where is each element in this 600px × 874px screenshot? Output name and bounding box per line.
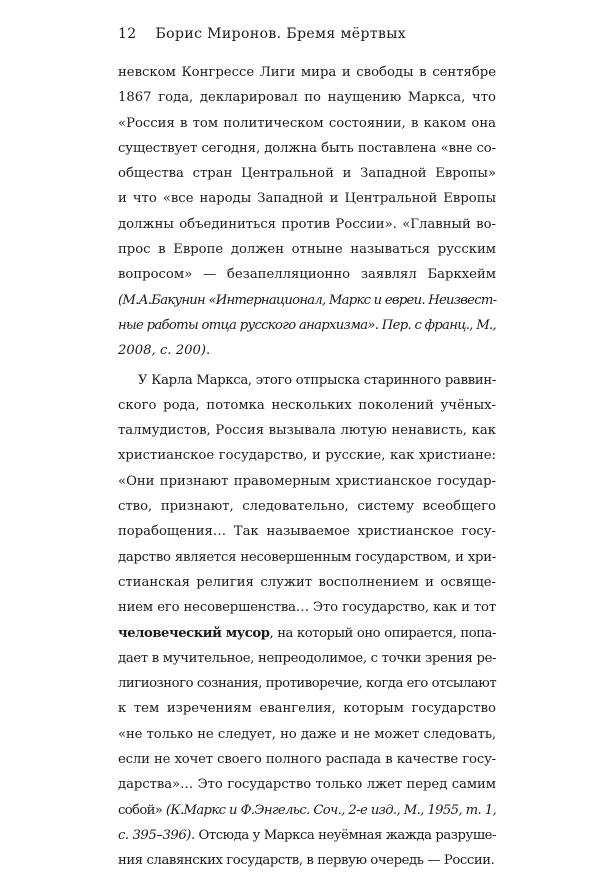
text-line (118, 696, 496, 721)
text-run: прос в Европе должен отныне называться русским (118, 242, 496, 258)
text-run: христианское государство, и русские, как христиане: (118, 448, 496, 464)
text-run: лигиозного сознания, противоречие, когда его отсылают (118, 676, 497, 692)
text-line (118, 368, 496, 393)
text-run: собой» (118, 802, 166, 818)
text-run: невском Конгрессе Лиги мира и свободы в сентябре (118, 65, 496, 80)
running-title: Борис Миронов. Бремя мёртвых (155, 26, 407, 42)
text-line (118, 161, 496, 186)
text-line (118, 848, 496, 873)
text-line (118, 545, 496, 570)
text-line (118, 646, 496, 671)
text-run: должны объединиться против России». «Главный во- (118, 216, 496, 232)
text-run: если не хочет своего полного распада в качестве госу- (118, 752, 496, 768)
text-run: «Россия в том политическом состоянии, в каком она (118, 115, 496, 131)
text-line (118, 570, 496, 595)
text-line (118, 747, 496, 772)
text-run: стианская религия служит восполнением и освяще- (118, 574, 496, 590)
text-run: . (206, 343, 211, 359)
running-header (118, 26, 406, 42)
text-run: дарство является несовершенным государством, и хри- (118, 549, 496, 565)
text-run: дает в мучительное, непреодолимое, с точки зрения ре- (118, 650, 497, 666)
text-line (118, 85, 496, 110)
text-run: 1867 года, декларировал по наущению Маркса, что (118, 90, 496, 106)
text-run: к тем изречениям евангелия, которым государство (118, 701, 496, 717)
text-line (118, 237, 496, 262)
citation-text: с. 395–396) (118, 827, 191, 843)
text-line (118, 418, 496, 443)
text-run: порабощения… Так называемое христианское госу- (118, 524, 496, 540)
text-line (118, 494, 496, 519)
text-run: ния славянских государств, в первую очередь — России. (118, 853, 495, 869)
text-run: существует сегодня, должна быть поставлена «вне со- (118, 140, 496, 156)
citation-text: (К.Маркс и Ф.Энгельс. Соч., 2-е изд., М., 1955, т. 1, (165, 802, 496, 818)
text-run: и что «все народы Западной и Центральной Европы (118, 191, 496, 207)
text-run: У Карла Маркса, этого отпрыска старинного раввин- (138, 372, 496, 388)
text-line (118, 469, 496, 494)
page-number: 12 (118, 26, 137, 42)
text-run: общества стран Центральной и Западной Европы» (118, 166, 496, 182)
text-line (118, 621, 496, 646)
text-line (118, 443, 496, 468)
text-line (118, 313, 496, 338)
citation-text: 2008, с. 200) (118, 343, 207, 359)
text-run: ство, признают, следовательно, систему всеобщего (118, 499, 496, 515)
text-line (118, 772, 496, 797)
text-line (118, 722, 496, 747)
text-run: талмудистов, Россия вызывала лютую ненависть, как (118, 423, 496, 439)
text-line (118, 136, 496, 161)
text-line (118, 798, 496, 823)
text-line (118, 338, 496, 363)
text-line (118, 671, 496, 696)
text-line (118, 595, 496, 620)
text-run: нием его несовершенства… Это государство, как и тот (118, 600, 496, 616)
text-run: вопросом» — безапелляционно заявлял Баркхейм (118, 267, 496, 283)
text-line (118, 60, 496, 85)
text-line (118, 519, 496, 544)
text-run: . Отсюда у Маркса неуёмная жажда разруше- (190, 827, 496, 843)
paragraph (118, 368, 496, 874)
body-text (118, 60, 496, 874)
text-line (118, 111, 496, 136)
text-line (118, 823, 496, 848)
text-run: дарства»… Это государство только лжет перед самим (118, 777, 496, 793)
citation-text: ные работы отца русского анархизма». Пер. с франц., М., (118, 317, 496, 333)
text-run: , на который оно опирается, попа- (269, 625, 496, 641)
text-line (118, 262, 496, 287)
text-run: ского рода, потомка нескольких поколений учёных- (118, 397, 496, 413)
text-line (118, 212, 496, 237)
text-run: «Они признают правомерным христианское государ- (118, 473, 496, 489)
text-line (118, 288, 496, 313)
citation-text: (М.А.Бакунин «Интернационал, Маркс и евреи. Неизвест- (118, 292, 497, 308)
text-line (118, 186, 496, 211)
text-run: «не только не следует, но даже и не может следовать, (118, 726, 496, 742)
emphasis-text: человеческий мусор (118, 625, 270, 641)
text-line (118, 393, 496, 418)
paragraph (118, 60, 496, 364)
